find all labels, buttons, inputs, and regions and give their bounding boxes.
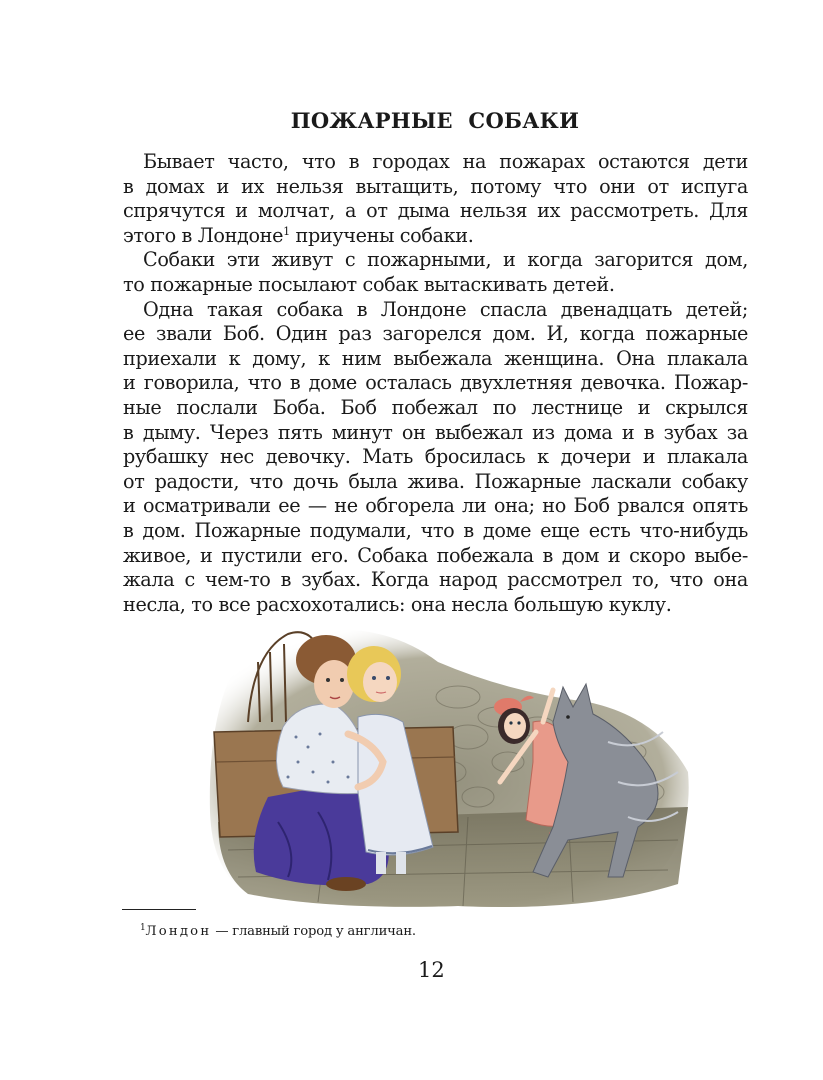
text-line: Одна такая собака в Лондоне спасла двенадцать детей; — [143, 297, 748, 321]
text-line: в дом. Пожарные подумали, что в доме еще есть что-нибудь — [123, 518, 748, 542]
story-illustration — [208, 622, 694, 910]
text-line: приехали к дому, к ним выбежала женщина. Она плакала — [123, 346, 748, 370]
text-line: Собаки эти живут с пожарными, и когда загорится дом, — [143, 248, 748, 272]
text-line: ные послали Боба. Боб побежал по лестнице и скрылся — [123, 395, 748, 419]
text-line: в дыму. Через пять минут он выбежал из дома и в зубах за — [123, 420, 748, 444]
footnote-separator — [122, 909, 196, 910]
text-line: спрячутся и молчат, а от дыма нельзя их рассмотреть. Для — [123, 199, 748, 223]
text-line: и осматривали ее — не обгорела ли она; но Боб рвался опять — [123, 494, 748, 518]
text-line: несла, то все расхохотались: она несла большую куклу. — [123, 592, 672, 616]
text-line: в домах и их нельзя вытащить, потому что они от испуга — [123, 174, 748, 198]
footnote-number: 1 — [140, 923, 146, 933]
text-line: ее звали Боб. Один раз загорелся дом. И, когда пожарные — [123, 322, 748, 346]
text-line: Бывает часто, что в городах на пожарах остаются дети — [143, 150, 748, 173]
text-fragment: приучены собаки. — [289, 223, 474, 247]
child-face — [363, 662, 397, 702]
footnote — [140, 924, 416, 939]
page-number: 12 — [418, 958, 445, 982]
text-line: живое, и пустили его. Собака побежала в дом и скоро выбе- — [123, 543, 748, 567]
text-line: то пожарные посылают собак вытаскивать детей. — [123, 272, 615, 296]
text-line: от радости, что дочь была жива. Пожарные ласкали собаку — [123, 469, 748, 493]
mother-shoe — [326, 877, 366, 891]
footnote-term: Лондон — [145, 924, 212, 939]
chapter-title: ПОЖАРНЫЕ СОБАКИ — [290, 108, 580, 133]
text-fragment: этого в Лондоне — [123, 223, 284, 247]
text-line — [123, 224, 748, 249]
story-text — [123, 150, 748, 617]
text-line: рубашку нес девочку. Мать бросилась к дочери и плакала — [123, 445, 748, 469]
text-line: и говорила, что в доме осталась двухлетняя девочка. Пожар- — [123, 371, 748, 395]
text-line: жала с чем-то в зубах. Когда народ рассмотрел то, что она — [123, 568, 748, 592]
footnote-text: — главный город у англичан. — [211, 924, 416, 939]
footnote-marker[interactable]: 1 — [283, 224, 290, 238]
